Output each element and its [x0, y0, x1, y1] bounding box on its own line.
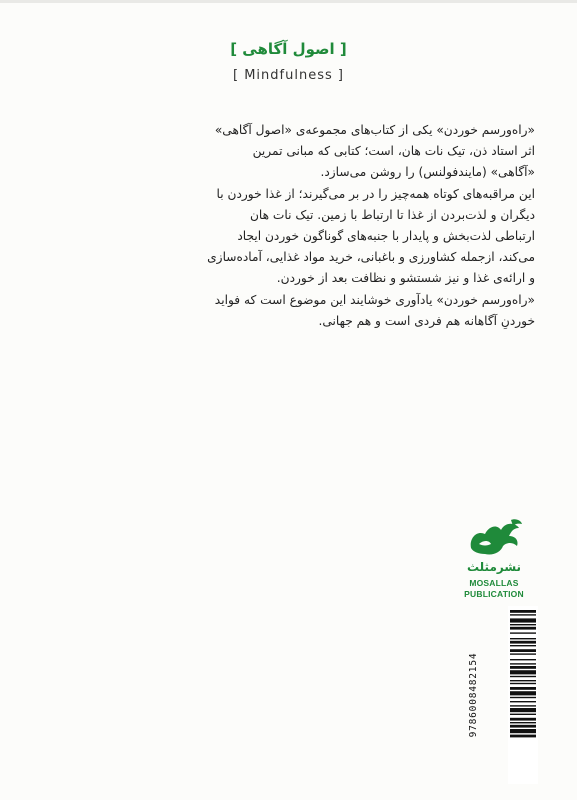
- barcode-bar: [510, 683, 536, 684]
- blurb-text: [108, 120, 535, 332]
- barcode: [508, 606, 538, 784]
- barcode-bar: [510, 624, 536, 625]
- barcode-bar: [510, 653, 536, 654]
- barcode-bar: [510, 708, 536, 712]
- barcode-bar: [510, 676, 536, 677]
- publisher-logo-icon: [465, 518, 523, 558]
- barcode-bar: [510, 701, 536, 702]
- barcode-bar: [510, 697, 536, 698]
- series-title: [ اصول آگاهی ]: [230, 40, 347, 58]
- barcode-bar: [510, 722, 536, 723]
- barcode-bar: [510, 614, 536, 615]
- blurb-line: «راه‌ورسم خوردن» یکی از کتاب‌های مجموعه‌ی «اصول آگاهی»: [214, 123, 535, 137]
- barcode-bar: [510, 725, 536, 728]
- blurb-line: دیگران و لذت‌بردن از غذا تا ارتباط با زمین. تیک نات هان: [249, 207, 535, 222]
- barcode-bar: [510, 638, 536, 639]
- barcode-bar: [510, 670, 536, 674]
- barcode-bar: [510, 735, 536, 738]
- barcode-bar: [510, 714, 536, 715]
- top-edge: [0, 0, 577, 3]
- barcode-bar: [510, 641, 536, 644]
- barcode-bar: [510, 705, 536, 706]
- blurb-line: می‌کند، ازجمله کشاورزی و باغبانی، خرید مواد غذایی، آماده‌سازی: [207, 250, 535, 265]
- barcode-bar: [510, 666, 536, 669]
- blurb-line: «راه‌ورسم خوردن» یادآوری خوشایند این موضوع است که فواید: [214, 292, 535, 307]
- blurb-line: و ارائه‌ی غذا و نیز شستشو و نظافت بعد از خوردن.: [276, 271, 535, 286]
- series-subtitle: [ Mindfulness ]: [233, 68, 344, 83]
- publisher-logo: [449, 518, 539, 608]
- blurb-line: این مراقبه‌های کوتاه همه‌چیز را در بر می‌گیرند؛ از غذا خوردن با: [216, 186, 535, 201]
- barcode-bar: [510, 687, 536, 690]
- publisher-name-fa: نشرمثلث: [466, 560, 522, 574]
- blurb-line: ارتباطی لذت‌بخش و پایدار با جنبه‌های گوناگون خوردن ایجاد: [237, 229, 535, 244]
- barcode-bar: [510, 645, 536, 646]
- blurb-line: «آگاهی» (مایندفولنس) را روشن می‌سازد.: [320, 165, 535, 180]
- barcode-bar: [510, 618, 536, 622]
- publisher-name-en-sub: PUBLICATION: [464, 589, 524, 599]
- blurb-line: اثر استاد ذن، تیک نات هان، است؛ کتابی که مبانی تمرین: [252, 144, 535, 159]
- isbn-number: 9786008482154: [468, 652, 479, 738]
- barcode-bar: [510, 627, 536, 630]
- barcode-bar: [510, 659, 536, 660]
- barcode-bar: [510, 729, 536, 733]
- barcode-bar: [510, 632, 536, 633]
- publisher-name-en: MOSALLAS: [469, 578, 519, 588]
- barcode-bar: [510, 663, 536, 664]
- barcode-bar: [510, 680, 536, 681]
- barcode-bar: [510, 649, 536, 652]
- barcode-bar: [510, 691, 536, 695]
- barcode-bar: [510, 610, 536, 613]
- barcode-bar: [510, 718, 536, 721]
- barcode-bars: [508, 606, 538, 784]
- blurb-line: خوردنِ آگاهانه هم فردی است و هم جهانی.: [318, 313, 535, 328]
